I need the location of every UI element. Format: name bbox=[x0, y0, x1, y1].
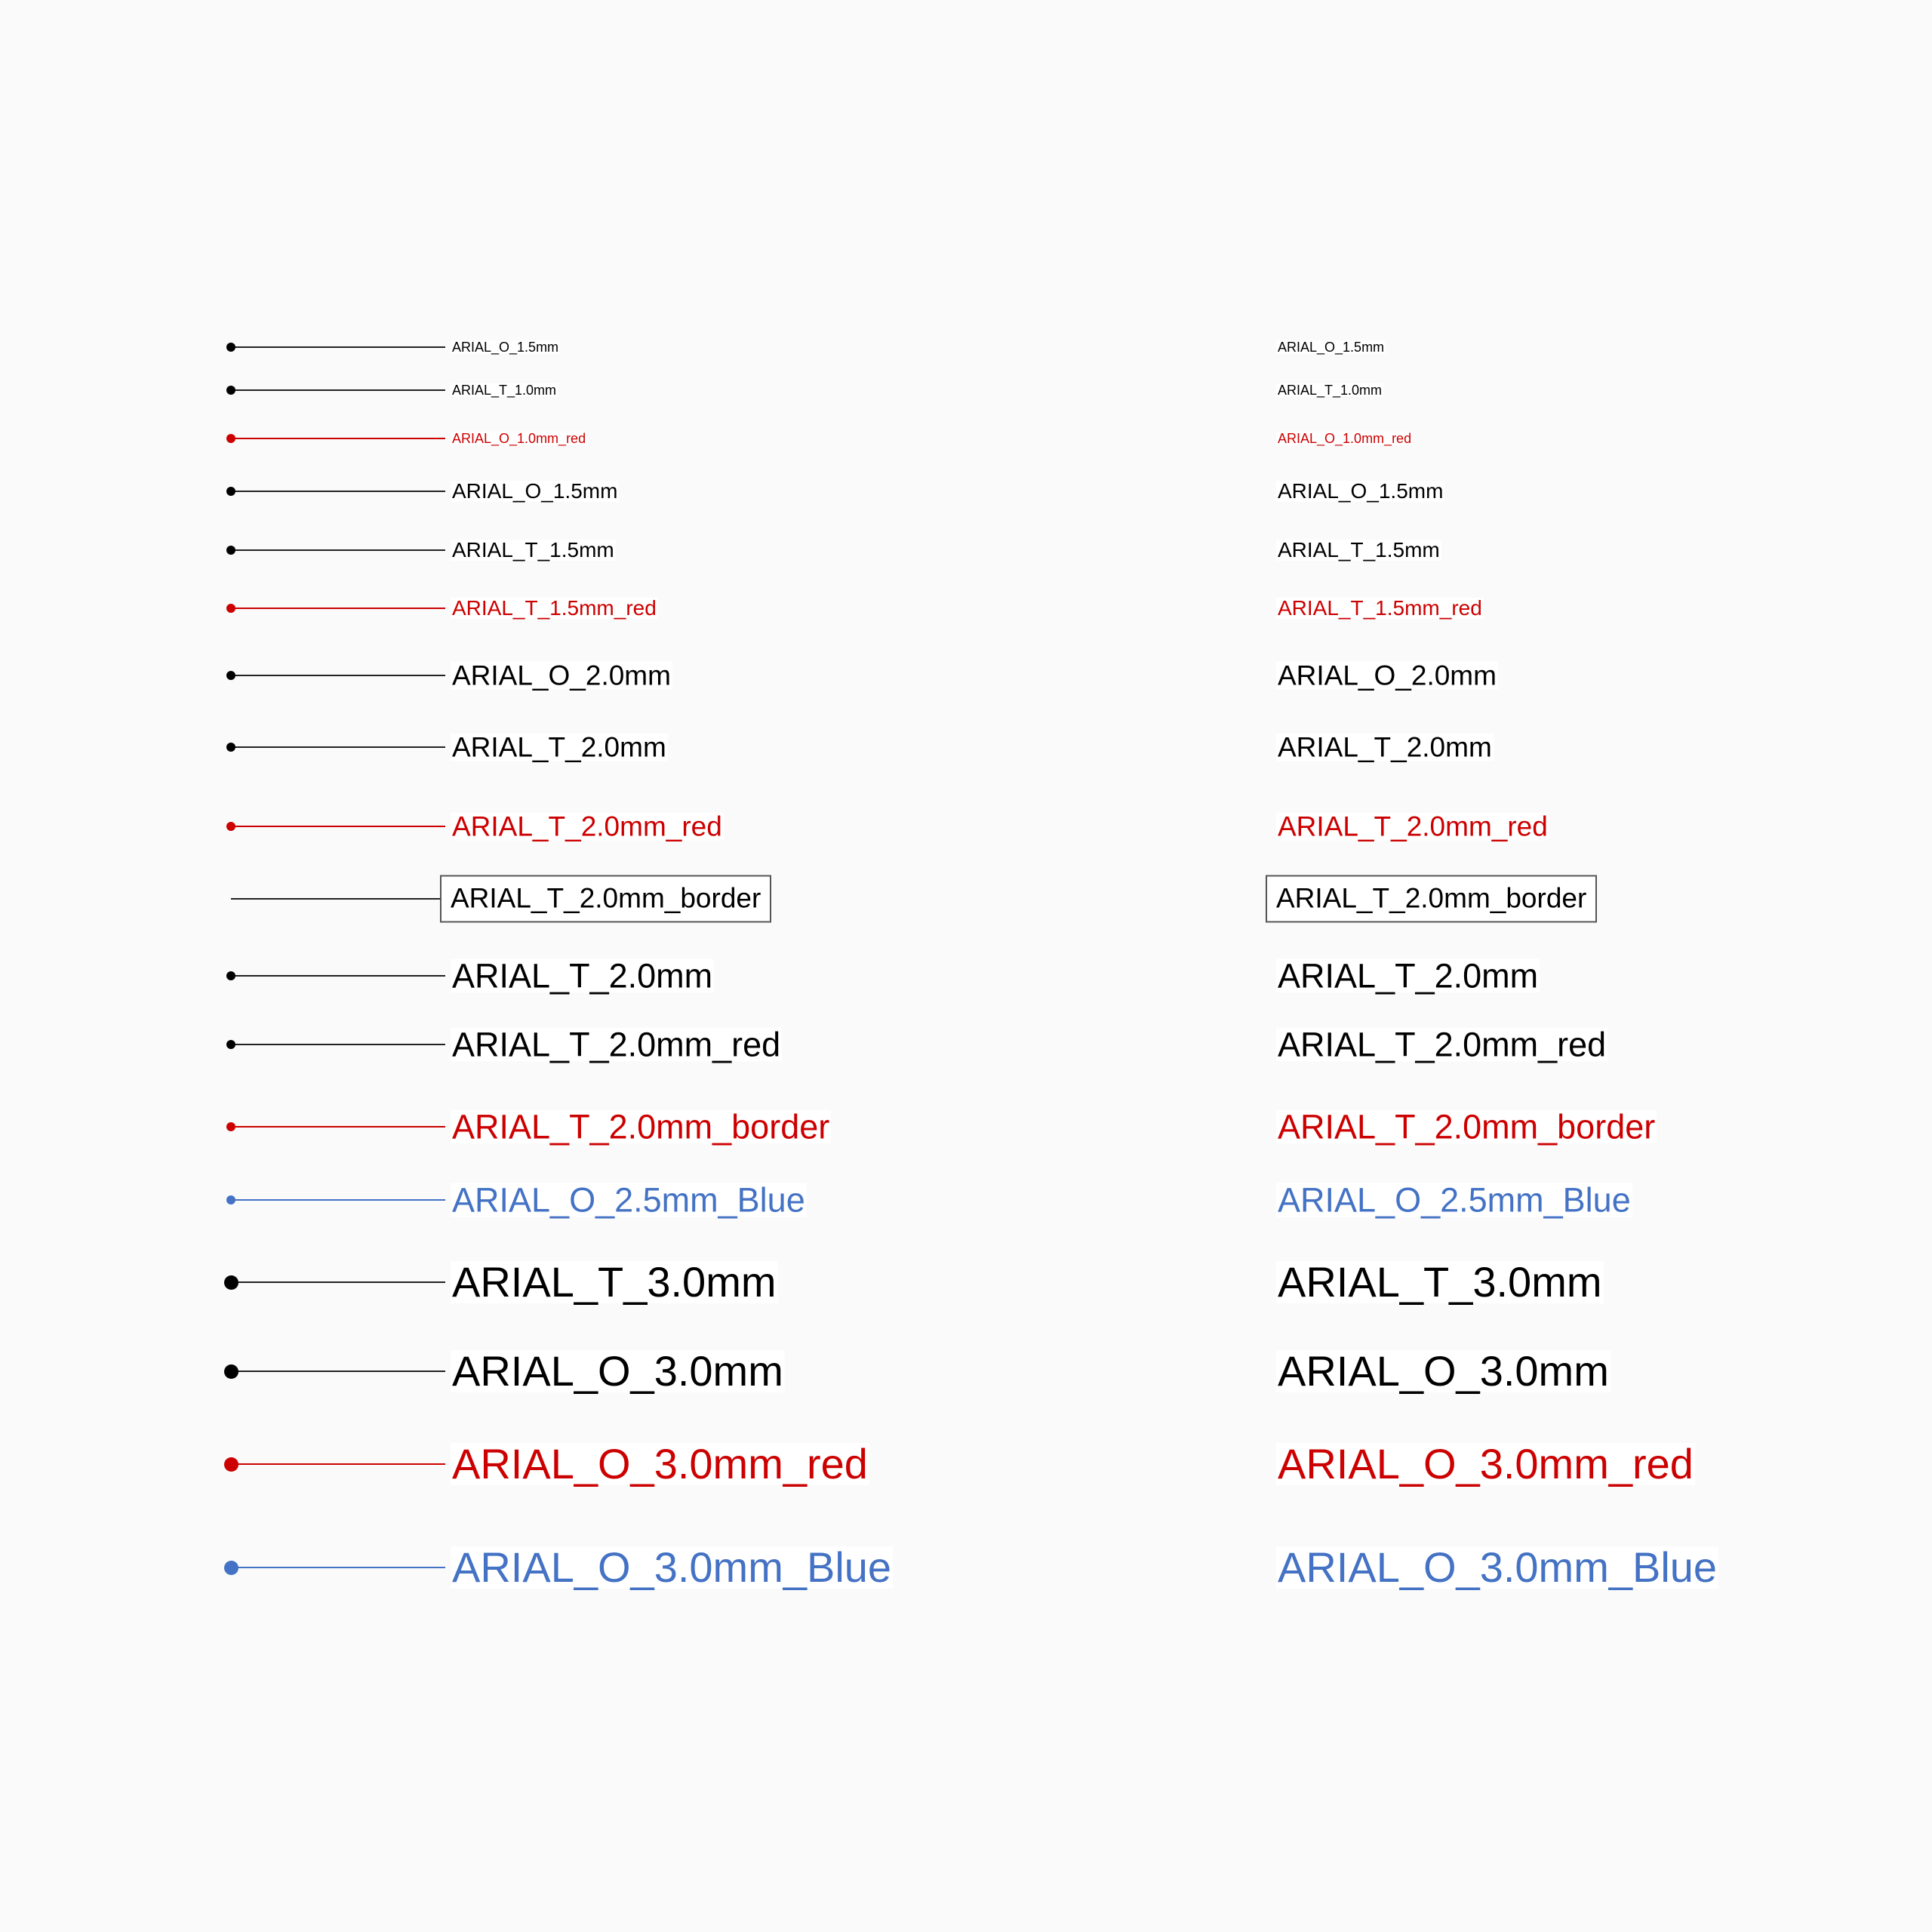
leader-dot-icon bbox=[226, 546, 235, 555]
leader-dot-icon bbox=[226, 743, 235, 752]
label-left-arial-t-2-0mm: ARIAL_T_2.0mm bbox=[452, 731, 666, 763]
leader-line bbox=[231, 826, 445, 827]
label-left-arial-o-3-0mm-red: ARIAL_O_3.0mm_red bbox=[452, 1440, 868, 1487]
leader-line bbox=[231, 975, 445, 977]
leader-dot-icon bbox=[226, 604, 235, 613]
label-left-arial-t-3-0mm: ARIAL_T_3.0mm bbox=[452, 1258, 777, 1306]
leader-dot-icon bbox=[226, 343, 235, 352]
leader-line bbox=[231, 1281, 445, 1283]
label-right-arial-t-2-0mm-red: ARIAL_T_2.0mm_red bbox=[1278, 811, 1548, 842]
label-left-arial-t-1-5mm-red: ARIAL_T_1.5mm_red bbox=[452, 596, 657, 620]
leader-line bbox=[231, 1199, 445, 1201]
leader-dot-icon bbox=[226, 822, 235, 831]
leader-dot-icon bbox=[226, 386, 235, 395]
leader-line bbox=[231, 491, 445, 492]
leader-dot-icon bbox=[226, 671, 235, 680]
label-right-arial-o-1-5mm: ARIAL_O_1.5mm bbox=[1278, 340, 1385, 355]
label-right-arial-t-2-0mm: ARIAL_T_2.0mm bbox=[1278, 731, 1492, 763]
label-left-arial-t-1-5mm: ARIAL_T_1.5mm bbox=[452, 538, 614, 561]
label-left-arial-t-2-0mm-red: ARIAL_T_2.0mm_red bbox=[452, 811, 722, 842]
leader-line bbox=[231, 438, 445, 439]
label-left-arial-t-2-0mm-border: ARIAL_T_2.0mm_border bbox=[452, 1107, 830, 1146]
leader-dot-icon bbox=[226, 1122, 235, 1131]
label-right-arial-o-3-0mm: ARIAL_O_3.0mm bbox=[1278, 1347, 1609, 1395]
label-right-arial-o-1-5mm: ARIAL_O_1.5mm bbox=[1278, 479, 1444, 503]
label-left-arial-o-1-5mm: ARIAL_O_1.5mm bbox=[452, 479, 618, 503]
label-right-arial-o-2-0mm: ARIAL_O_2.0mm bbox=[1278, 660, 1497, 691]
label-right-arial-t-1-5mm: ARIAL_T_1.5mm bbox=[1278, 538, 1440, 561]
leader-dot-icon bbox=[226, 971, 235, 980]
label-left-arial-t-2-0mm-border: ARIAL_T_2.0mm_border bbox=[440, 875, 771, 923]
leader-dot-icon bbox=[224, 1457, 238, 1472]
leader-line bbox=[231, 1126, 445, 1128]
label-right-arial-o-2-5mm-blue: ARIAL_O_2.5mm_Blue bbox=[1278, 1180, 1631, 1220]
leader-dot-icon bbox=[224, 1275, 238, 1290]
label-left-arial-t-2-0mm: ARIAL_T_2.0mm bbox=[452, 956, 713, 995]
leader-dot-icon bbox=[224, 1364, 238, 1379]
label-right-arial-t-1-0mm: ARIAL_T_1.0mm bbox=[1278, 383, 1383, 398]
leader-dot-icon bbox=[224, 1561, 238, 1575]
label-right-arial-t-2-0mm-border: ARIAL_T_2.0mm_border bbox=[1266, 875, 1597, 923]
leader-dot-icon bbox=[226, 1195, 235, 1204]
label-left-arial-t-1-0mm: ARIAL_T_1.0mm bbox=[452, 383, 557, 398]
leader-line bbox=[231, 675, 445, 676]
label-right-arial-t-1-5mm-red: ARIAL_T_1.5mm_red bbox=[1278, 596, 1482, 620]
label-left-arial-o-2-0mm: ARIAL_O_2.0mm bbox=[452, 660, 671, 691]
leader-line bbox=[231, 549, 445, 551]
leader-line bbox=[231, 1463, 445, 1465]
leader-line bbox=[231, 346, 445, 348]
leader-line bbox=[231, 1044, 445, 1045]
label-left-arial-o-1-5mm: ARIAL_O_1.5mm bbox=[452, 340, 559, 355]
label-right-arial-t-2-0mm: ARIAL_T_2.0mm bbox=[1278, 956, 1539, 995]
leader-dot-icon bbox=[226, 434, 235, 443]
leader-line bbox=[231, 898, 445, 900]
label-right-arial-t-2-0mm-red: ARIAL_T_2.0mm_red bbox=[1278, 1025, 1607, 1064]
leader-line bbox=[231, 608, 445, 609]
label-right-arial-o-1-0mm-red: ARIAL_O_1.0mm_red bbox=[1278, 431, 1412, 446]
leader-line bbox=[231, 389, 445, 391]
label-right-arial-t-2-0mm-border: ARIAL_T_2.0mm_border bbox=[1278, 1107, 1656, 1146]
leader-line bbox=[231, 1371, 445, 1372]
label-left-arial-t-2-0mm-red: ARIAL_T_2.0mm_red bbox=[452, 1025, 781, 1064]
label-right-arial-o-3-0mm-red: ARIAL_O_3.0mm_red bbox=[1278, 1440, 1694, 1487]
leader-line bbox=[231, 1567, 445, 1568]
label-left-arial-o-1-0mm-red: ARIAL_O_1.0mm_red bbox=[452, 431, 586, 446]
label-left-arial-o-3-0mm: ARIAL_O_3.0mm bbox=[452, 1347, 783, 1395]
label-right-arial-t-3-0mm: ARIAL_T_3.0mm bbox=[1278, 1258, 1602, 1306]
label-left-arial-o-2-5mm-blue: ARIAL_O_2.5mm_Blue bbox=[452, 1180, 805, 1220]
leader-line bbox=[231, 746, 445, 748]
leader-dot-icon bbox=[226, 1040, 235, 1049]
label-left-arial-o-3-0mm-blue: ARIAL_O_3.0mm_Blue bbox=[452, 1543, 892, 1591]
label-right-arial-o-3-0mm-blue: ARIAL_O_3.0mm_Blue bbox=[1278, 1543, 1718, 1591]
leader-dot-icon bbox=[226, 487, 235, 496]
